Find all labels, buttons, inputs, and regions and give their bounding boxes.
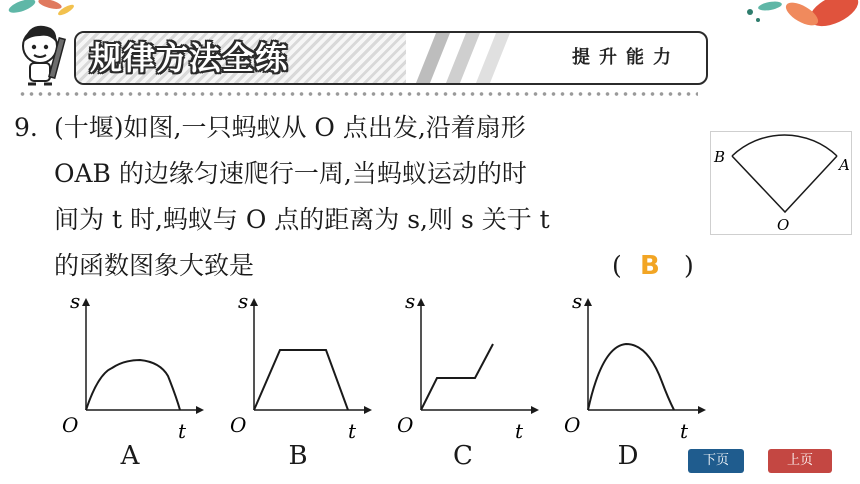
option-b-curve (254, 350, 348, 410)
option-a-label: A (120, 441, 140, 471)
banner-stripes (406, 33, 526, 83)
question-line-3: 间为 t 时,蚂蚁与 O 点的距离为 s,则 s 关于 t (54, 205, 550, 234)
option-b-label: B (288, 441, 308, 471)
dotted-divider (18, 90, 698, 98)
sector-arc (732, 135, 837, 156)
previous-page-button[interactable]: 上页 (768, 449, 832, 473)
option-b-origin-label: O (230, 413, 247, 437)
question-line-4: 的函数图象大致是 (54, 251, 255, 280)
leaf-decoration-top-right (730, 0, 860, 48)
option-d-x-axis-label: t (680, 419, 689, 442)
question-line-2: OAB 的边缘匀速爬行一周,当蚂蚁运动的时 (54, 159, 527, 188)
option-b-graph (228, 292, 378, 442)
question-line-1: (十堰)如图,一只蚂蚁从 O 点出发,沿着扇形 (54, 113, 526, 142)
option-c-y-axis-label: s (405, 292, 416, 313)
section-title: 规律方法全练 (90, 39, 289, 77)
section-banner (74, 31, 708, 85)
option-c-curve (421, 344, 493, 410)
next-page-button[interactable]: 下页 (688, 449, 744, 473)
answer-paren-close: ) (684, 251, 694, 280)
answer-value: B (640, 251, 660, 281)
option-a-x-axis-label: t (178, 419, 187, 442)
sector-figure (710, 131, 852, 235)
option-a-origin-label: O (62, 413, 79, 437)
option-b-y-axis-label: s (238, 292, 249, 313)
option-c-x-axis-label: t (515, 419, 524, 442)
answer-paren-open: ( (612, 251, 622, 280)
point-b-label: B (714, 148, 726, 166)
point-a-label: A (839, 156, 850, 174)
mascot-icon (14, 20, 76, 88)
option-c-label: C (453, 441, 473, 471)
option-d-graph (562, 292, 712, 442)
option-a-graph (60, 292, 210, 442)
sector-diagram (711, 132, 851, 234)
option-d-label: D (617, 441, 639, 471)
question-number: 9. (14, 113, 38, 142)
option-a-curve (86, 360, 180, 410)
option-a-y-axis-label: s (70, 292, 81, 313)
option-d-origin-label: O (564, 413, 581, 437)
option-d-y-axis-label: s (572, 292, 583, 313)
section-subtitle: 提升能力 (572, 47, 680, 68)
sector-radii (732, 156, 837, 212)
option-c-origin-label: O (397, 413, 414, 437)
point-o-label: O (777, 216, 790, 234)
option-c-graph (395, 292, 545, 442)
option-d-curve (588, 344, 674, 410)
option-b-x-axis-label: t (348, 419, 357, 442)
